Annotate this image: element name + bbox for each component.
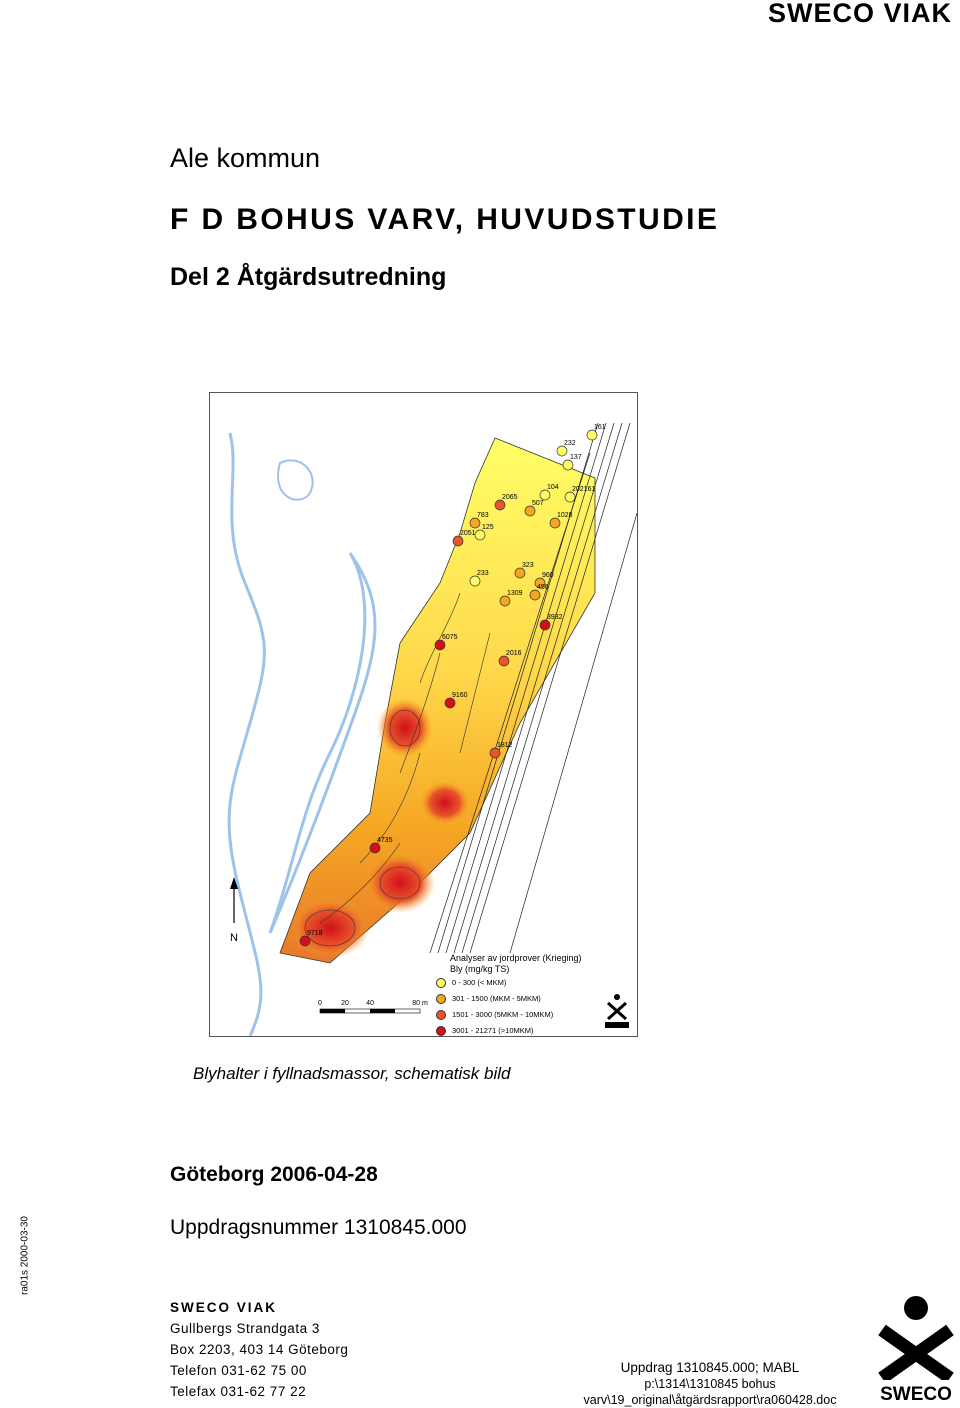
sample-point: [370, 843, 380, 853]
sample-label: 9718: [307, 930, 323, 937]
legend-label: 0 - 300 (< MKM): [452, 978, 507, 987]
map-figure: [210, 393, 637, 1036]
legend-subtitle: Bly (mg/kg TS): [450, 964, 510, 974]
sample-point: [445, 698, 455, 708]
sample-label: 232: [564, 440, 576, 447]
sample-point: [499, 656, 509, 666]
reference-line-1: Uppdrag 1310845.000; MABL: [620, 1360, 800, 1375]
sample-point: [565, 492, 575, 502]
sample-point: [563, 460, 573, 470]
sample-point: [490, 748, 500, 758]
map-sweco-logo-icon: [602, 993, 632, 1029]
sample-label: 161: [594, 424, 606, 431]
legend-label: 301 - 1500 (MKM - 5MKM): [452, 994, 541, 1003]
hotspot: [365, 853, 435, 913]
scale-tick-0: 0: [318, 1000, 322, 1007]
sample-label: 1028: [557, 512, 573, 519]
sample-point: [515, 568, 525, 578]
legend-swatch: [436, 1026, 446, 1036]
legend-title-block: [450, 953, 582, 975]
map-legend: [238, 945, 634, 1035]
site-map: [209, 392, 638, 1037]
sample-label: 9160: [452, 692, 468, 699]
sample-label: 202161: [572, 486, 596, 493]
sample-point: [500, 596, 510, 606]
logo-text: SWECO: [880, 1384, 952, 1405]
pond-outline: [278, 460, 313, 499]
legend-label: 3001 - 21271 (>10MKM): [452, 1026, 534, 1035]
scale-tick-80: 80 m: [412, 1000, 428, 1007]
address-phone: Telefon 031-62 75 00: [170, 1363, 307, 1378]
sample-label: 507: [532, 500, 544, 507]
sample-label: 3932: [547, 614, 563, 621]
sample-point: [540, 620, 550, 630]
sample-point: [587, 430, 597, 440]
legend-item: [436, 1026, 534, 1036]
sample-label: 2051: [460, 530, 476, 537]
sample-point: [557, 446, 567, 456]
sample-point: [530, 590, 540, 600]
sample-label: 233: [477, 570, 489, 577]
company-address: [170, 1297, 348, 1402]
sample-point: [470, 518, 480, 528]
hotspot: [377, 698, 433, 758]
reference-line-2: p:\1314\1310845 bohus: [644, 1377, 776, 1391]
contamination-area: [280, 438, 595, 963]
sample-point: [550, 518, 560, 528]
report-title: F D BOHUS VARV, HUVUDSTUDIE: [170, 203, 720, 236]
legend-item: [436, 994, 541, 1004]
reference-line-3: varv\19_original\åtgärdsrapport\ra060428.doc: [583, 1393, 837, 1407]
legend-swatch: [436, 1010, 446, 1020]
legend-label: 1501 - 3000 (5MKM - 10MKM): [452, 1010, 554, 1019]
sample-label: 1309: [507, 590, 523, 597]
sample-label: 4735: [377, 837, 393, 844]
legend-item: [436, 978, 506, 988]
sample-label: 137: [570, 454, 582, 461]
sample-point: [475, 530, 485, 540]
legend-title: Analyser av jordprover (Krieging): [450, 953, 582, 963]
sample-label: 104: [547, 484, 559, 491]
legend-item: [436, 1010, 553, 1020]
north-label: N: [230, 932, 238, 944]
municipality: Ale kommun: [170, 143, 321, 173]
sample-point: [453, 536, 463, 546]
hotspot: [420, 781, 470, 825]
side-note: ra01s 2000-03-30: [19, 1216, 31, 1295]
assignment-reference: [560, 1360, 860, 1408]
job-number: Uppdragsnummer 1310845.000: [170, 1216, 467, 1239]
sample-point: [525, 506, 535, 516]
address-fax: Telefax 031-62 77 22: [170, 1384, 307, 1399]
sample-label: 125: [482, 524, 494, 531]
scale-tick-20: 20: [341, 1000, 349, 1007]
scale-tick-40: 40: [366, 1000, 374, 1007]
report-subtitle: Del 2 Åtgärdsutredning: [170, 263, 447, 291]
north-arrow: [230, 877, 238, 944]
header-brand: SWECO VIAK: [767, 0, 952, 28]
sweco-logo-icon: [870, 1294, 960, 1406]
sample-point: [470, 576, 480, 586]
sample-label: 323: [522, 562, 534, 569]
address-company: SWECO VIAK: [170, 1300, 278, 1315]
sample-label: 456: [537, 584, 549, 591]
sample-label: 1812: [497, 742, 513, 749]
place-date: Göteborg 2006-04-28: [170, 1163, 378, 1186]
sample-point: [435, 640, 445, 650]
sample-label: 783: [477, 512, 489, 519]
legend-swatch: [436, 978, 446, 988]
address-street: Gullbergs Strandgata 3: [170, 1321, 320, 1336]
figure-caption: Blyhalter i fyllnadsmassor, schematisk bild: [193, 1064, 511, 1083]
sample-point: [495, 500, 505, 510]
sample-label: 960: [542, 572, 554, 579]
address-box: Box 2203, 403 14 Göteborg: [170, 1342, 349, 1357]
sample-label: 6075: [442, 634, 458, 641]
sample-point: [540, 490, 550, 500]
sample-label: 2016: [506, 650, 522, 657]
legend-swatch: [436, 994, 446, 1004]
sample-label: 2065: [502, 494, 518, 501]
